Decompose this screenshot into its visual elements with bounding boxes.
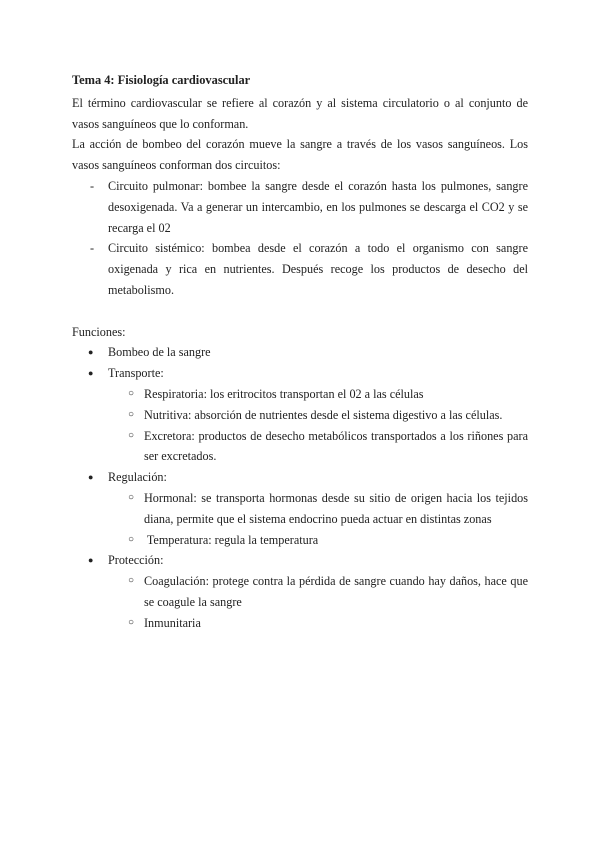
function-item-transport — [72, 363, 528, 467]
protection-sub-list — [108, 571, 528, 633]
circuit-item-text: Circuito pulmonar: bombee la sangre desde el corazón hasta los pulmones, sangre desoxigenada. Va a generar un intercambio, en los pulmones se descarga el CO2 y se recarga el 02 — [108, 178, 528, 235]
paragraph-spacer — [72, 301, 528, 322]
function-item-label: Regulación: — [108, 470, 167, 485]
sub-item-text: Nutritiva: absorción de nutrientes desde el sistema digestivo a las células. — [144, 407, 503, 422]
circuit-item-pulmonary — [72, 176, 528, 238]
sub-item-text: Inmunitaria — [144, 615, 201, 630]
transport-sub-list — [108, 384, 528, 467]
sub-item-text: Coagulación: protege contra la pérdida de sangre cuando hay daños, hace que se coagule la sangre — [144, 574, 528, 609]
function-item-label: Protección: — [108, 553, 164, 568]
sub-item — [108, 384, 528, 405]
circle-bullet-icon: ○ — [128, 616, 135, 628]
circle-bullet-icon: ○ — [128, 387, 135, 399]
function-item-label: Bombeo de la sangre — [108, 345, 211, 360]
sub-item — [108, 613, 528, 634]
circle-bullet-icon: ○ — [128, 491, 135, 503]
bullet-icon: ● — [88, 347, 94, 358]
circuits-list — [72, 176, 528, 301]
regulation-sub-list — [108, 488, 528, 550]
sub-item — [108, 488, 528, 530]
document-title: Tema 4: Fisiología cardiovascular — [72, 73, 251, 87]
sub-item-text: Excretora: productos de desecho metabólicos transportados a los riñones para ser excretados. — [144, 428, 528, 464]
document-page — [72, 70, 528, 634]
circuit-item-text: Circuito sistémico: bombea desde el corazón a todo el organismo con sangre oxigenada y rica en nutrientes. Después recoge los productos de desecho del metabolismo. — [108, 241, 528, 297]
intro-paragraph-1: El término cardiovascular se refiere al corazón y al sistema circulatorio o al conjunto de vasos sanguíneos que lo conforman. — [72, 95, 528, 131]
sub-item — [108, 571, 528, 613]
circle-bullet-icon: ○ — [128, 533, 135, 545]
sub-item-text: Respiratoria: los eritrocitos transportan el 02 a las células — [144, 386, 424, 401]
dash-marker: - — [90, 241, 95, 256]
circle-bullet-icon: ○ — [128, 575, 135, 587]
sub-item-text: Temperatura: regula la temperatura — [144, 532, 319, 547]
bullet-icon: ● — [88, 472, 94, 483]
intro-paragraph-2: La acción de bombeo del corazón mueve la sangre a través de los vasos sanguíneos. Los vasos sanguíneos conforman dos circuitos: — [72, 137, 528, 173]
sub-item-text: Hormonal: se transporta hormonas desde su sitio de origen hacia los tejidos diana, permite que el sistema endocrino pueda actuar en distintas zonas — [144, 490, 528, 526]
bullet-icon: ● — [88, 368, 94, 379]
function-item-label: Transporte: — [108, 366, 164, 381]
function-item-pumping — [72, 342, 528, 363]
functions-heading: Funciones: — [72, 324, 126, 339]
circle-bullet-icon: ○ — [128, 408, 135, 420]
function-item-regulation — [72, 467, 528, 550]
sub-item — [108, 405, 528, 426]
function-item-protection — [72, 550, 528, 633]
functions-list — [72, 342, 528, 633]
sub-item — [108, 530, 528, 551]
dash-marker: - — [90, 178, 95, 193]
circuit-item-systemic — [72, 238, 528, 300]
circle-bullet-icon: ○ — [128, 429, 135, 441]
bullet-icon: ● — [88, 555, 94, 566]
sub-item — [108, 426, 528, 468]
